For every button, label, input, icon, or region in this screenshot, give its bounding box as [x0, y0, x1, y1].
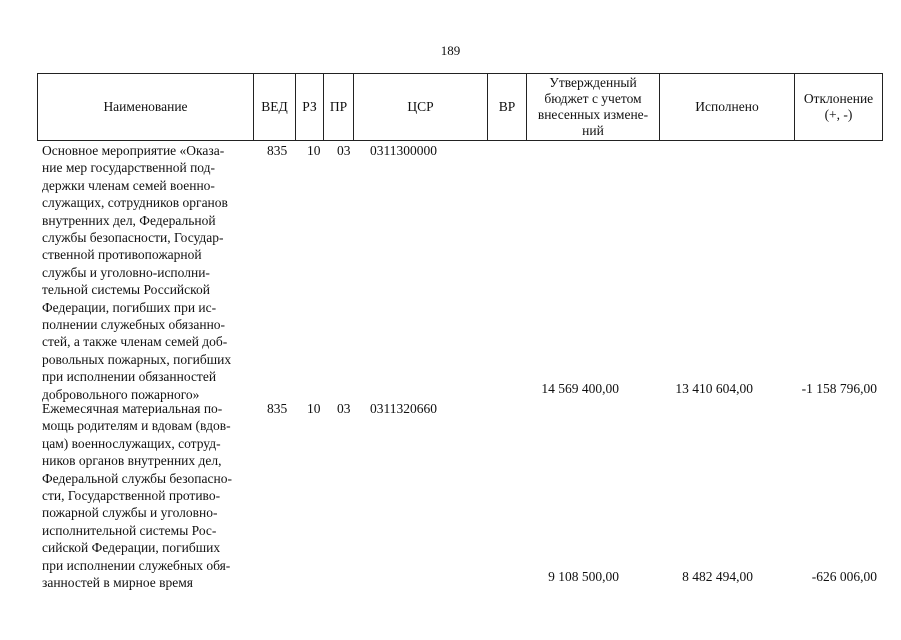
row-name-line: при исполнении обязанностей: [42, 369, 217, 385]
row-name-line: ников органов внутренних дел,: [42, 453, 222, 469]
row-approved: 14 569 400,00: [541, 381, 619, 396]
row-name-line: добровольного пожарного»: [42, 386, 200, 402]
row-name-line: полнении служебных обязанно-: [42, 317, 226, 333]
header-approved-budget: [527, 74, 660, 140]
row-name-line: служащих, сотрудников органов: [42, 195, 228, 211]
row-name-line: сти, Государственной противо-: [42, 488, 221, 504]
row-rz: 10: [307, 143, 321, 158]
row-name-line: цам) военнослужащих, сотруд-: [42, 435, 221, 451]
row-csr: 0311300000: [370, 143, 437, 158]
row-name-line: при исполнении служебных обя-: [42, 557, 231, 573]
header-approved-line: внесенных измене-: [537, 107, 649, 122]
row-name-line: стей, а также членам семей доб-: [42, 334, 228, 350]
row-name-line: занностей в мирное время: [42, 575, 193, 591]
row-name-line: внутренних дел, Федеральной: [42, 212, 216, 228]
row-name-line: тельной системы Российской: [42, 282, 210, 298]
row-pr: 03: [337, 401, 351, 416]
row-name: [42, 142, 250, 403]
row-name-line: ние мер государственной под-: [42, 160, 216, 176]
header-deviation-line: Отклонение: [803, 91, 874, 106]
row-name-line: службы и уголовно-исполни-: [42, 264, 210, 280]
row-name: [42, 400, 250, 591]
row-name-line: Основное мероприятие «Оказа-: [42, 143, 225, 158]
row-executed: 8 482 494,00: [682, 569, 753, 584]
row-rz: 10: [307, 401, 321, 416]
row-name-line: ственной противопожарной: [42, 247, 202, 263]
header-csr: ЦСР: [354, 74, 488, 140]
row-name-line: мощь родителям и вдовам (вдов-: [42, 418, 231, 434]
row-name-line: Федерации, погибших при ис-: [42, 299, 217, 315]
header-name: Наименование: [38, 74, 254, 140]
row-name-line: сийской Федерации, погибших: [42, 540, 221, 556]
row-name-line: пожарной службы и уголовно-: [42, 505, 218, 521]
header-deviation: [795, 74, 882, 140]
header-approved-line: Утвержденный: [549, 75, 637, 90]
row-pr: 03: [337, 143, 351, 158]
row-name-line: Федеральной службы безопасно-: [42, 470, 232, 486]
header-pr: ПР: [324, 74, 354, 140]
row-name-line: исполнительной системы Рос-: [42, 522, 217, 538]
row-deviation: -1 158 796,00: [801, 381, 877, 396]
row-csr: 0311320660: [370, 401, 437, 416]
row-deviation: -626 006,00: [811, 569, 877, 584]
header-rz: РЗ: [296, 74, 324, 140]
header-approved-line: бюджет с учетом: [544, 91, 642, 106]
row-name-line: ровольных пожарных, погибших: [42, 351, 232, 367]
row-name-line: держки членам семей военно-: [42, 177, 215, 193]
header-approved-text: [538, 75, 648, 139]
header-deviation-text: [804, 91, 873, 123]
table-header: [37, 73, 883, 141]
page-number: 189: [440, 43, 461, 58]
row-executed: 13 410 604,00: [675, 381, 753, 396]
row-ved: 835: [267, 143, 288, 158]
header-executed: Исполнено: [660, 74, 795, 140]
row-approved: 9 108 500,00: [548, 569, 619, 584]
header-ved: ВЕД: [254, 74, 296, 140]
header-approved-line: ний: [582, 123, 604, 138]
row-name-line: службы безопасности, Государ-: [42, 230, 224, 246]
row-name-line: Ежемесячная материальная по-: [42, 401, 223, 416]
header-vr: ВР: [488, 74, 527, 140]
row-ved: 835: [267, 401, 288, 416]
header-deviation-line: (+, -): [824, 107, 853, 122]
